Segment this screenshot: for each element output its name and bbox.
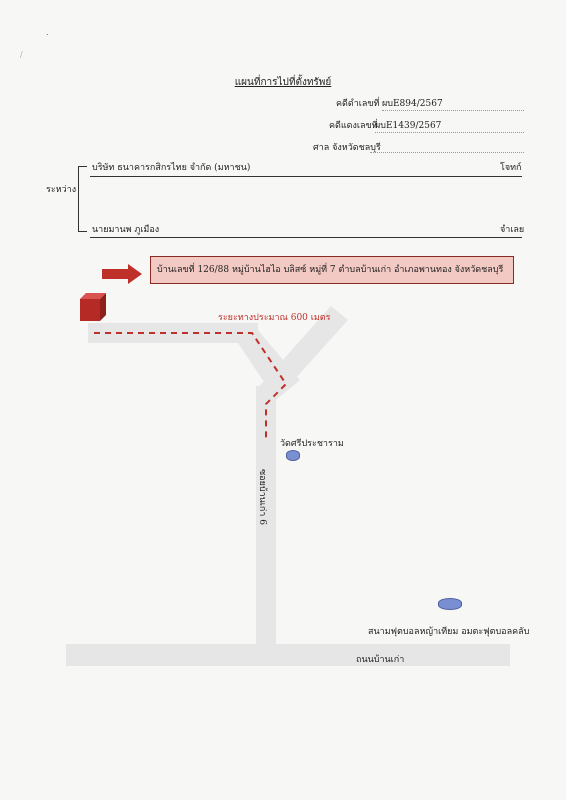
page-title: แผนที่การไปที่ตั้งทรัพย์ xyxy=(234,77,332,88)
defendant-name: นายมานพ ภูเมือง xyxy=(92,225,160,235)
main-road-label: ถนนบ้านเก่า xyxy=(356,655,405,665)
plaintiff-role: โจทก์ xyxy=(500,163,522,173)
soi-label: ซอยบ้านเก่า 6 xyxy=(257,469,267,525)
scan-mark: . xyxy=(46,28,49,37)
court-name: ศาล จังหวัดชลบุรี xyxy=(313,143,381,153)
red-case-number: ผบE1439/2567 xyxy=(375,118,524,133)
field-label: สนามฟุตบอลหญ้าเทียม อมตะฟุตบอลคลับ xyxy=(368,627,530,637)
black-case-label: คดีดำเลขที่ xyxy=(336,99,380,109)
field-marker-icon xyxy=(438,598,462,610)
distance-label: ระยะทางประมาณ 600 เมตร xyxy=(218,313,331,323)
scan-mark: / xyxy=(20,50,23,59)
plaintiff-name: บริษัท ธนาคารกสิกรไทย จำกัด (มหาชน) xyxy=(92,163,251,173)
address-box: บ้านเลขที่ 126/88 หมู่บ้านไฮไอ บลิสซ์ หมู่ที่ 7 ตำบลบ้านเก่า อำเภอพานทอง จังหวัดชลบุรี xyxy=(150,256,514,284)
temple-label: วัดศรีประชาราม xyxy=(280,439,344,449)
red-case-label: คดีแดงเลขที่ xyxy=(329,121,378,131)
temple-marker-icon xyxy=(286,450,300,461)
between-label: ระหว่าง xyxy=(46,185,77,195)
black-case-number: ผบE894/2567 xyxy=(382,96,524,111)
defendant-role: จำเลย xyxy=(500,225,525,235)
